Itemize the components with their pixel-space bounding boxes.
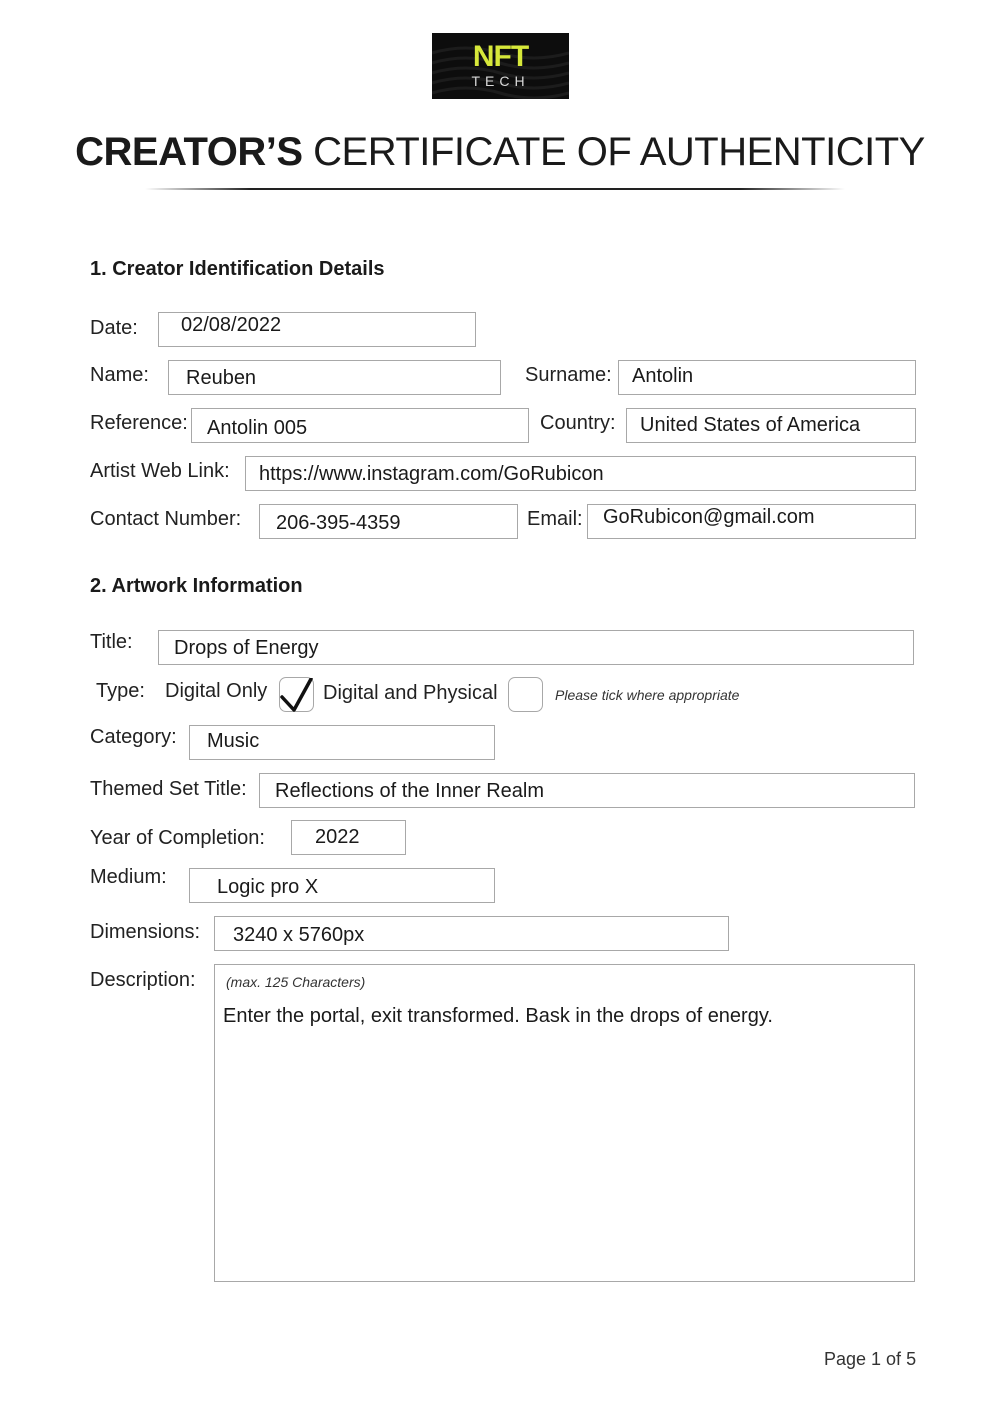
year-label: Year of Completion:: [90, 827, 265, 849]
category-value: Music: [207, 730, 260, 752]
logo-nft-text: NFT: [472, 40, 529, 73]
title-label: Title:: [90, 631, 133, 653]
year-value: 2022: [315, 826, 360, 848]
web-link-value: https://www.instagram.com/GoRubicon: [259, 463, 604, 485]
country-label: Country:: [540, 412, 616, 434]
email-label: Email:: [527, 508, 583, 530]
contact-number-value: 206-395-4359: [276, 512, 401, 534]
logo-tech-text: TECH: [471, 73, 530, 89]
type-option-digital-label: Digital Only: [165, 680, 268, 702]
title-value: Drops of Energy: [174, 637, 319, 659]
section-2-heading: 2. Artwork Information: [90, 575, 303, 597]
nft-tech-logo: [432, 33, 569, 99]
type-both-checkbox[interactable]: [508, 677, 543, 712]
page-number: Page 1 of 5: [824, 1349, 917, 1369]
page-title: [0, 128, 1000, 176]
medium-value: Logic pro X: [217, 876, 319, 898]
country-value: United States of America: [640, 414, 861, 436]
themed-set-value: Reflections of the Inner Realm: [275, 780, 545, 802]
date-label: Date:: [90, 317, 138, 339]
type-label: Type:: [96, 680, 145, 702]
email-value: GoRubicon@gmail.com: [603, 506, 815, 528]
name-value: Reuben: [186, 367, 257, 389]
description-label: Description:: [90, 969, 196, 991]
description-value: Enter the portal, exit transformed. Bask in the drops of energy.: [223, 1005, 773, 1027]
reference-label: Reference:: [90, 412, 188, 434]
date-value: 02/08/2022: [181, 314, 282, 336]
surname-value: Antolin: [632, 365, 694, 387]
section-1-heading: 1. Creator Identification Details: [90, 258, 385, 280]
type-digital-checkbox[interactable]: [279, 677, 314, 712]
category-label: Category:: [90, 726, 177, 748]
name-label: Name:: [90, 364, 149, 386]
themed-set-label: Themed Set Title:: [90, 778, 247, 800]
web-link-label: Artist Web Link:: [90, 460, 230, 482]
medium-label: Medium:: [90, 866, 167, 888]
title-divider: [145, 188, 845, 190]
description-hint: (max. 125 Characters): [226, 974, 366, 990]
surname-label: Surname:: [525, 364, 612, 386]
checkmark-icon: [280, 678, 315, 713]
reference-value: Antolin 005: [207, 417, 308, 439]
type-hint: Please tick where appropriate: [555, 687, 740, 703]
page-title-bold: CREATOR’S: [75, 130, 303, 174]
dimensions-label: Dimensions:: [90, 921, 201, 943]
dimensions-value: 3240 x 5760px: [233, 924, 365, 946]
contact-number-label: Contact Number:: [90, 508, 242, 530]
page-title-rest: CERTIFICATE OF AUTHENTICITY: [302, 130, 925, 174]
type-option-both-label: Digital and Physical: [323, 682, 498, 704]
